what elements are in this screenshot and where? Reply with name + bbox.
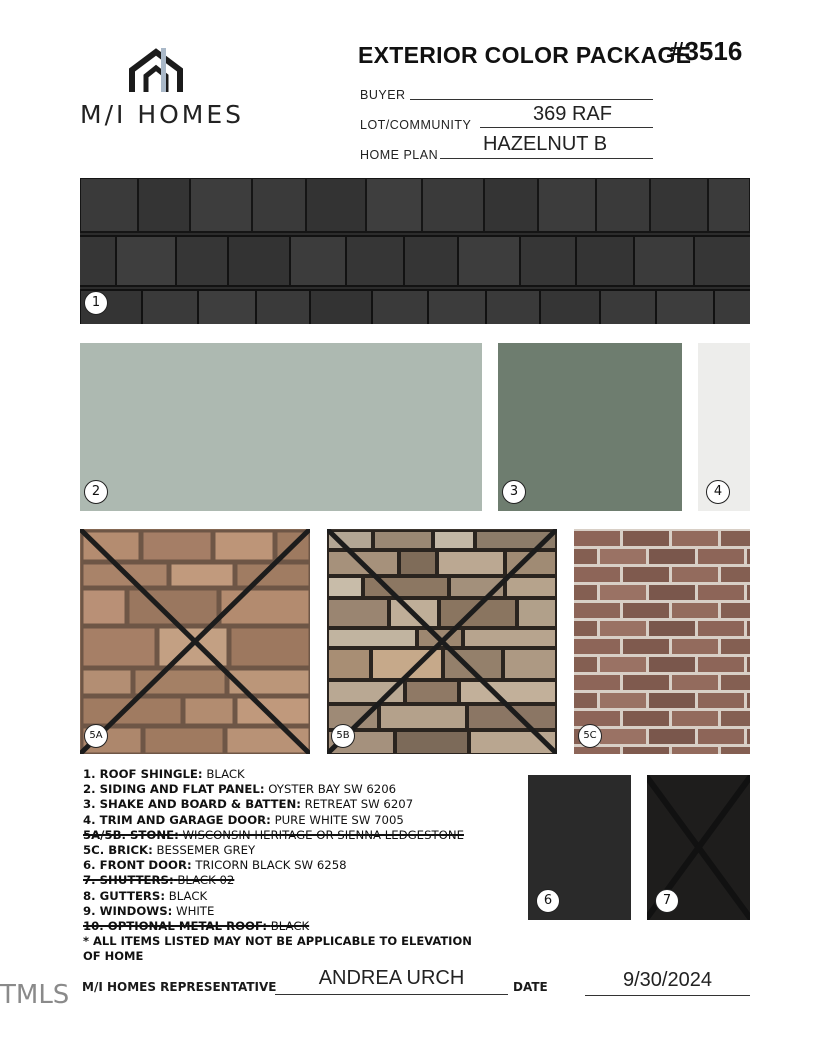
shake-swatch	[498, 343, 682, 511]
brand-name: M/I HOMES	[80, 100, 245, 129]
home-plan-value: HAZELNUT B	[482, 133, 608, 155]
date-label: DATE	[513, 980, 548, 994]
applicability-note: * ALL ITEMS LISTED MAY NOT BE APPLICABLE TO ELEVATION OF HOME	[83, 934, 472, 964]
spec-roof-shingle: 1. ROOF SHINGLE: BLACK	[83, 767, 245, 781]
spec-shutters: 7. SHUTTERS: BLACK 02	[83, 873, 235, 888]
spec-list	[83, 767, 503, 964]
buyer-line	[410, 99, 653, 100]
lot-community-line	[480, 127, 653, 128]
swatch-badge: 1	[84, 291, 108, 315]
siding-swatch	[80, 343, 482, 511]
spec-gutters: 8. GUTTERS: BLACK	[83, 888, 208, 903]
swatch-badge: 5B	[331, 724, 355, 748]
shutters-swatch	[647, 775, 750, 920]
swatch-badge: 6	[536, 889, 560, 913]
spec-metal-roof: 10. OPTIONAL METAL ROOF: BLACK	[83, 919, 310, 934]
spec-brick: 5C. BRICK: BESSEMER GREY	[83, 843, 256, 858]
mls-watermark: TMLS	[0, 980, 70, 1010]
brick-texture	[574, 529, 750, 754]
home-plan-label: HOME PLAN	[360, 148, 439, 162]
representative-line	[275, 994, 508, 995]
brick-5c-swatch	[574, 529, 750, 754]
package-number: #3516	[670, 36, 743, 66]
lot-community-label: LOT/COMMUNITY	[360, 118, 472, 132]
swatch-badge: 4	[706, 480, 730, 504]
roof-shingle-swatch	[80, 178, 750, 324]
spec-windows: 9. WINDOWS: WHITE	[83, 903, 215, 918]
date-value: 9/30/2024	[623, 969, 712, 991]
page-title: EXTERIOR COLOR PACKAGE	[358, 42, 692, 68]
swatch-badge: 5C	[578, 724, 602, 748]
representative-label: M/I HOMES REPRESENTATIVE	[82, 980, 277, 994]
front-door-swatch	[528, 775, 631, 920]
spec-stone: 5A/5B. STONE: WISCONSIN HERITAGE OR SIENNA LEDGESTONE	[83, 827, 464, 842]
swatch-badge: 5A	[84, 724, 108, 748]
cross-out-mark	[327, 529, 557, 754]
stone-5b-swatch	[327, 529, 557, 754]
date-line	[585, 995, 750, 996]
cross-out-mark	[80, 529, 310, 754]
spec-trim: 4. TRIM AND GARAGE DOOR: PURE WHITE SW 7005	[83, 812, 404, 827]
home-plan-line	[440, 158, 653, 159]
swatch-badge: 7	[655, 889, 679, 913]
buyer-label: BUYER	[360, 88, 406, 102]
swatch-badge: 2	[84, 480, 108, 504]
shingle-texture	[80, 178, 750, 324]
stone-5a-swatch	[80, 529, 310, 754]
spec-siding: 2. SIDING AND FLAT PANEL: OYSTER BAY SW 6206	[83, 782, 397, 797]
spec-front-door: 6. FRONT DOOR: TRICORN BLACK SW 6258	[83, 858, 347, 873]
lot-community-value: 369 RAF	[533, 103, 612, 125]
house-logo-icon	[128, 48, 184, 94]
spec-shake: 3. SHAKE AND BOARD & BATTEN: RETREAT SW 6207	[83, 797, 414, 812]
representative-name: ANDREA URCH	[318, 967, 465, 989]
swatch-badge: 3	[502, 480, 526, 504]
trim-swatch	[698, 343, 750, 511]
